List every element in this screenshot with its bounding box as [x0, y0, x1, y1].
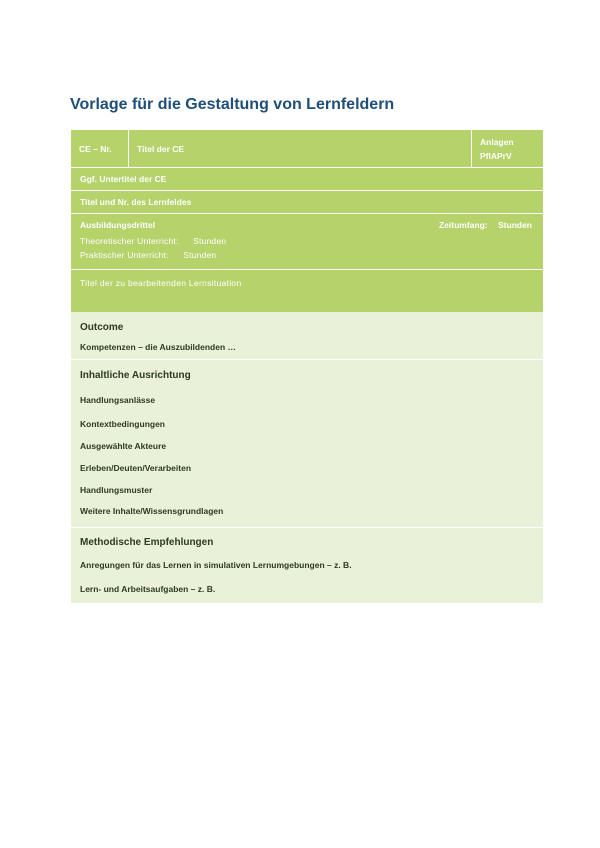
methodik-item: Anregungen für das Lernen in simulativen Lernumgebungen – z. B. — [80, 560, 352, 570]
outcome-heading: Outcome — [80, 322, 124, 333]
methodik-item: Lern- und Arbeitsaufgaben – z. B. — [80, 584, 216, 594]
header-row — [71, 130, 543, 168]
zeitumfang — [439, 220, 532, 230]
inhalt-item: Handlungsmuster — [80, 485, 153, 495]
anlagen-label: Anlagen — [480, 136, 514, 147]
lernfeld-form — [71, 130, 543, 603]
pflaprv-label: PflAPrV — [480, 150, 512, 161]
inhalt-item: Weitere Inhalte/Wissensgrundlagen — [80, 506, 224, 516]
praxis-line — [80, 250, 534, 260]
inhalt-section — [71, 360, 543, 528]
untertitel-row: Ggf. Untertitel der CE — [71, 168, 543, 191]
outcome-section — [71, 312, 543, 360]
inhalt-item: Ausgewählte Akteure — [80, 441, 167, 451]
ce-title-cell: Titel der CE — [137, 143, 185, 154]
lernsituation-row: Titel der zu bearbeitenden Lernsituation — [71, 270, 543, 312]
theorie-line — [80, 236, 534, 246]
ausbildungsdrittel-label: Ausbildungsdrittel — [80, 220, 156, 230]
theorie-unit: Stunden — [193, 236, 227, 246]
inhalt-heading: Inhaltliche Ausrichtung — [80, 370, 191, 381]
praxis-unit: Stunden — [183, 250, 217, 260]
praxis-label: Praktischer Unterricht: — [80, 250, 169, 260]
anlagen-cell — [471, 130, 543, 167]
zeitumfang-unit: Stunden — [498, 220, 532, 230]
inhalt-item: Kontextbedingungen — [80, 419, 165, 429]
theorie-label: Theoretischer Unterricht: — [80, 236, 179, 246]
inhalt-item: Handlungsanlässe — [80, 395, 156, 405]
zeitumfang-label: Zeitumfang: — [438, 220, 488, 230]
ce-nr-cell: CE – Nr. — [71, 130, 129, 167]
inhalt-item: Erleben/Deuten/Verarbeiten — [80, 463, 192, 473]
lernfeld-row: Titel und Nr. des Lernfeldes — [71, 191, 543, 214]
methodik-section — [71, 528, 543, 603]
page-title: Vorlage für die Gestaltung von Lernfeldern — [70, 96, 395, 113]
methodik-heading: Methodische Empfehlungen — [80, 537, 214, 548]
ausbildungsdrittel-row — [71, 214, 543, 270]
outcome-item: Kompetenzen – die Auszubildenden … — [80, 342, 237, 352]
